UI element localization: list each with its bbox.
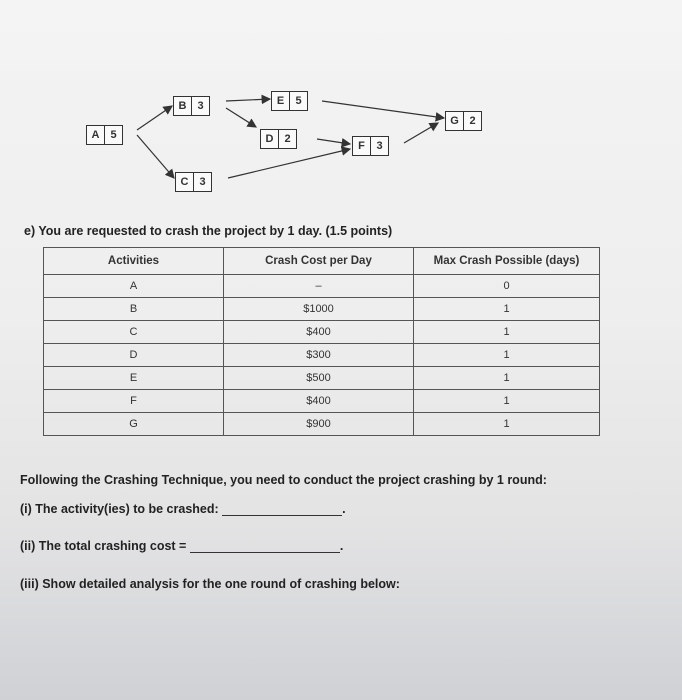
table-row bbox=[44, 275, 600, 298]
item-ii-blank[interactable] bbox=[190, 540, 340, 553]
instruction-bold: 1 round bbox=[496, 473, 543, 487]
cell-max: 1 bbox=[414, 367, 600, 390]
table-row bbox=[44, 344, 600, 367]
node-d bbox=[260, 129, 297, 149]
item-iii bbox=[20, 577, 400, 591]
item-i-blank[interactable] bbox=[222, 503, 342, 516]
cell-cost: $400 bbox=[224, 390, 414, 413]
cell-activity: A bbox=[44, 275, 224, 298]
cell-max: 1 bbox=[414, 298, 600, 321]
diagram-arrows bbox=[0, 0, 682, 200]
item-ii bbox=[20, 539, 343, 553]
table-row bbox=[44, 321, 600, 344]
cell-max: 1 bbox=[414, 413, 600, 436]
node-a-duration: 5 bbox=[104, 126, 122, 144]
cell-cost: – bbox=[224, 275, 414, 298]
cell-activity: C bbox=[44, 321, 224, 344]
node-e-id: E bbox=[276, 95, 285, 107]
arrow-a-c bbox=[137, 135, 174, 178]
arrow-d-f bbox=[317, 139, 350, 144]
node-d-duration: 2 bbox=[278, 130, 296, 148]
cell-activity: B bbox=[44, 298, 224, 321]
item-i bbox=[20, 502, 346, 516]
table-row bbox=[44, 367, 600, 390]
node-c bbox=[175, 172, 212, 192]
header-activities: Activities bbox=[44, 248, 224, 275]
node-e-duration: 5 bbox=[289, 92, 307, 110]
item-ii-end: . bbox=[339, 539, 344, 553]
cell-cost: $1000 bbox=[224, 298, 414, 321]
node-e bbox=[271, 91, 308, 111]
cell-max: 1 bbox=[414, 321, 600, 344]
node-b-duration: 3 bbox=[191, 97, 209, 115]
arrow-b-e bbox=[226, 99, 270, 101]
arrow-a-b bbox=[137, 106, 172, 130]
cell-cost: $500 bbox=[224, 367, 414, 390]
node-g-id: G bbox=[450, 115, 459, 127]
table-header-row bbox=[44, 248, 600, 275]
item-i-label: (i) The activity(ies) to be crashed: bbox=[20, 502, 219, 516]
node-c-duration: 3 bbox=[193, 173, 211, 191]
cell-activity: F bbox=[44, 390, 224, 413]
cell-max: 1 bbox=[414, 390, 600, 413]
node-b bbox=[173, 96, 210, 116]
node-g-duration: 2 bbox=[463, 112, 481, 130]
arrow-e-g bbox=[322, 101, 444, 118]
header-max-crash: Max Crash Possible (days) bbox=[414, 248, 600, 275]
item-ii-label: (ii) The total crashing cost = bbox=[20, 539, 187, 553]
question-prefix: e) You are requested to crash the project by bbox=[24, 224, 288, 238]
table-row bbox=[44, 298, 600, 321]
network-diagram bbox=[0, 0, 682, 200]
node-c-id: C bbox=[180, 176, 189, 188]
node-b-id: B bbox=[178, 100, 187, 112]
item-i-end: . bbox=[342, 502, 346, 516]
node-f-id: F bbox=[358, 140, 365, 152]
arrow-f-g bbox=[404, 123, 438, 143]
node-a bbox=[86, 125, 123, 145]
cell-cost: $400 bbox=[224, 321, 414, 344]
node-f bbox=[352, 136, 389, 156]
question-suffix: . (1.5 points) bbox=[318, 224, 393, 238]
item-iii-label: (iii) Show detailed analysis for the one round of crashing below: bbox=[20, 577, 400, 591]
cell-max: 0 bbox=[414, 275, 600, 298]
cell-max: 1 bbox=[414, 344, 600, 367]
crash-cost-table bbox=[43, 247, 600, 436]
cell-cost: $300 bbox=[224, 344, 414, 367]
question-heading bbox=[24, 224, 392, 238]
node-f-duration: 3 bbox=[370, 137, 388, 155]
instruction-suffix: : bbox=[542, 473, 547, 487]
cell-activity: G bbox=[44, 413, 224, 436]
header-crash-cost: Crash Cost per Day bbox=[224, 248, 414, 275]
cell-cost: $900 bbox=[224, 413, 414, 436]
arrow-b-d bbox=[226, 108, 256, 127]
table-row bbox=[44, 413, 600, 436]
node-a-id: A bbox=[91, 129, 100, 141]
arrow-c-f bbox=[228, 149, 350, 178]
node-g bbox=[445, 111, 482, 131]
node-d-id: D bbox=[265, 133, 274, 145]
cell-activity: D bbox=[44, 344, 224, 367]
question-bold: 1 day bbox=[287, 224, 319, 238]
table-row bbox=[44, 390, 600, 413]
instruction-prefix: Following the Crashing Technique, you need to conduct the project crashing by bbox=[20, 473, 497, 487]
cell-activity: E bbox=[44, 367, 224, 390]
instruction-text bbox=[20, 473, 547, 487]
